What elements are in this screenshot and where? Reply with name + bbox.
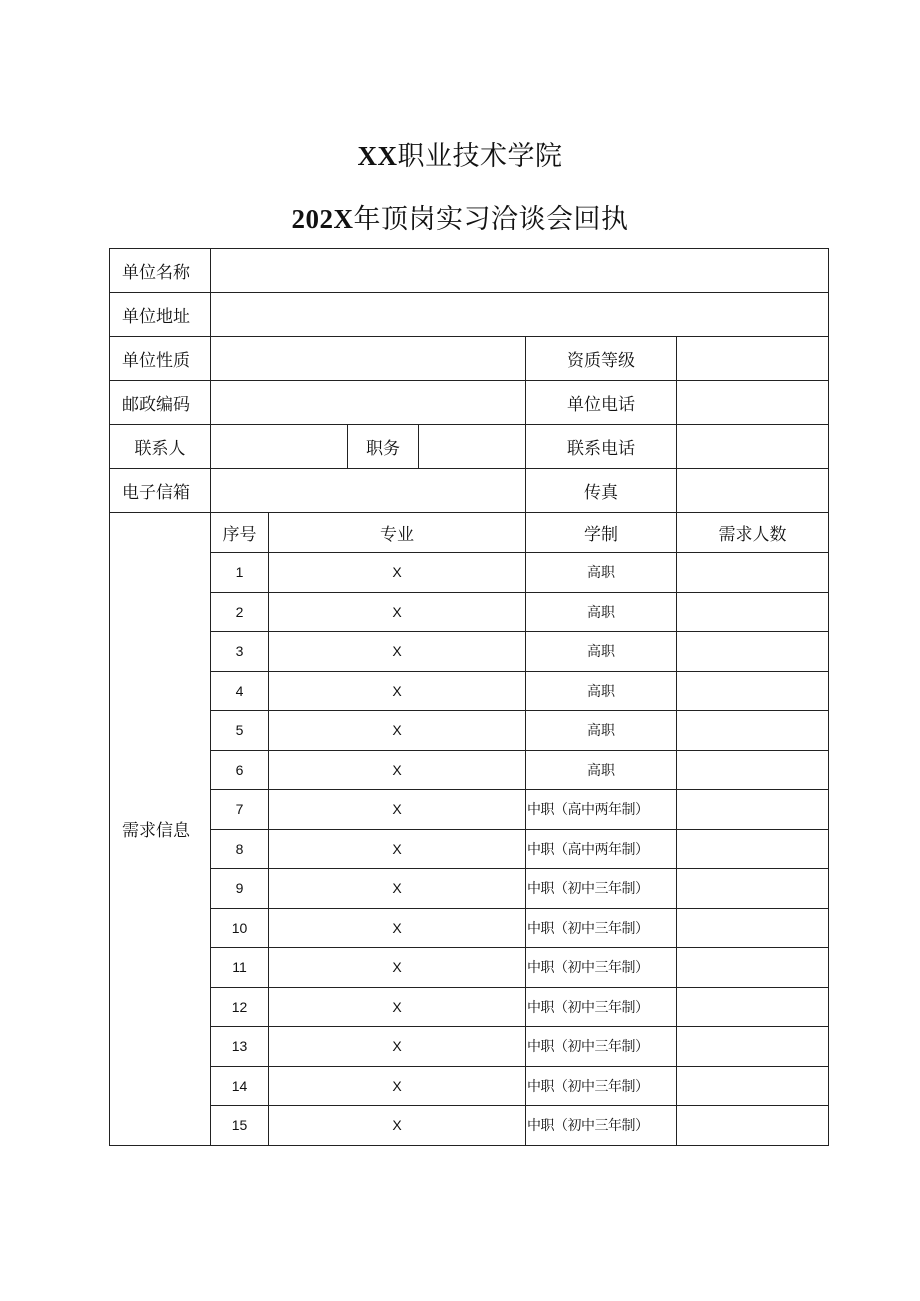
row-count-field[interactable]	[677, 750, 829, 790]
position-field[interactable]	[419, 425, 526, 469]
contact-phone-field[interactable]	[677, 425, 829, 469]
table-row	[110, 790, 829, 830]
demand-header-row	[110, 513, 829, 553]
row-program: 高职	[526, 711, 677, 751]
row-count-field[interactable]	[677, 1027, 829, 1067]
row-index: 3	[211, 632, 269, 672]
row-index: 2	[211, 592, 269, 632]
row-count-field[interactable]	[677, 1066, 829, 1106]
row-major[interactable]: X	[269, 553, 526, 593]
row-email	[110, 469, 829, 513]
position-label: 职务	[348, 425, 419, 469]
row-count-field[interactable]	[677, 987, 829, 1027]
table-row	[110, 908, 829, 948]
row-index: 11	[211, 948, 269, 988]
title-school-name: 职业技术学院	[397, 141, 563, 172]
row-major[interactable]: X	[269, 987, 526, 1027]
row-program: 中职（初中三年制）	[526, 869, 677, 909]
row-postal-code	[110, 381, 829, 425]
row-program: 中职（高中两年制）	[526, 790, 677, 830]
row-major[interactable]: X	[269, 869, 526, 909]
row-index: 15	[211, 1106, 269, 1146]
unit-name-label: 单位名称	[110, 249, 211, 293]
email-field[interactable]	[211, 469, 526, 513]
row-index: 9	[211, 869, 269, 909]
row-index: 6	[211, 750, 269, 790]
unit-address-label: 单位地址	[110, 293, 211, 337]
row-major[interactable]: X	[269, 592, 526, 632]
row-unit-nature	[110, 337, 829, 381]
row-major[interactable]: X	[269, 1066, 526, 1106]
postal-code-field[interactable]	[211, 381, 526, 425]
row-program: 中职（初中三年制）	[526, 1066, 677, 1106]
subtitle-year: 202X	[291, 204, 354, 234]
unit-name-field[interactable]	[211, 249, 829, 293]
document-title	[0, 134, 920, 173]
row-major[interactable]: X	[269, 750, 526, 790]
table-row	[110, 750, 829, 790]
row-unit-address	[110, 293, 829, 337]
table-row	[110, 869, 829, 909]
row-contact	[110, 425, 829, 469]
table-row	[110, 1027, 829, 1067]
contact-field[interactable]	[211, 425, 348, 469]
row-program: 中职（初中三年制）	[526, 908, 677, 948]
qualification-field[interactable]	[677, 337, 829, 381]
table-row	[110, 948, 829, 988]
row-index: 8	[211, 829, 269, 869]
fax-label: 传真	[526, 469, 677, 513]
row-program: 中职（初中三年制）	[526, 987, 677, 1027]
header-index: 序号	[211, 513, 269, 553]
row-program: 中职（初中三年制）	[526, 948, 677, 988]
row-count-field[interactable]	[677, 948, 829, 988]
unit-nature-label: 单位性质	[110, 337, 211, 381]
email-label: 电子信箱	[110, 469, 211, 513]
contact-phone-label: 联系电话	[526, 425, 677, 469]
row-index: 1	[211, 553, 269, 593]
row-program: 中职（初中三年制）	[526, 1027, 677, 1067]
table-row	[110, 592, 829, 632]
row-count-field[interactable]	[677, 869, 829, 909]
row-program: 高职	[526, 553, 677, 593]
document-subtitle	[0, 197, 920, 236]
table-row	[110, 1106, 829, 1146]
row-count-field[interactable]	[677, 711, 829, 751]
row-major[interactable]: X	[269, 908, 526, 948]
row-count-field[interactable]	[677, 790, 829, 830]
qualification-label: 资质等级	[526, 337, 677, 381]
unit-phone-field[interactable]	[677, 381, 829, 425]
postal-code-label: 邮政编码	[110, 381, 211, 425]
row-count-field[interactable]	[677, 592, 829, 632]
row-count-field[interactable]	[677, 632, 829, 672]
row-count-field[interactable]	[677, 553, 829, 593]
row-major[interactable]: X	[269, 1106, 526, 1146]
row-index: 12	[211, 987, 269, 1027]
unit-address-field[interactable]	[211, 293, 829, 337]
row-index: 7	[211, 790, 269, 830]
row-major[interactable]: X	[269, 1027, 526, 1067]
header-major: 专业	[269, 513, 526, 553]
row-index: 10	[211, 908, 269, 948]
row-major[interactable]: X	[269, 632, 526, 672]
receipt-form-table	[109, 248, 829, 1146]
table-row	[110, 671, 829, 711]
row-program: 高职	[526, 632, 677, 672]
header-program: 学制	[526, 513, 677, 553]
table-row	[110, 553, 829, 593]
row-program: 高职	[526, 671, 677, 711]
table-row	[110, 987, 829, 1027]
row-count-field[interactable]	[677, 908, 829, 948]
subtitle-text: 年顶岗实习洽谈会回执	[353, 204, 629, 235]
fax-field[interactable]	[677, 469, 829, 513]
row-count-field[interactable]	[677, 1106, 829, 1146]
table-row	[110, 1066, 829, 1106]
row-program: 高职	[526, 750, 677, 790]
table-row	[110, 829, 829, 869]
row-index: 14	[211, 1066, 269, 1106]
row-index: 13	[211, 1027, 269, 1067]
row-major[interactable]: X	[269, 790, 526, 830]
row-major[interactable]: X	[269, 829, 526, 869]
row-major[interactable]: X	[269, 671, 526, 711]
header-count: 需求人数	[677, 513, 829, 553]
row-count-field[interactable]	[677, 829, 829, 869]
row-major[interactable]: X	[269, 711, 526, 751]
row-index: 5	[211, 711, 269, 751]
table-row	[110, 711, 829, 751]
unit-nature-field[interactable]	[211, 337, 526, 381]
row-count-field[interactable]	[677, 671, 829, 711]
contact-label: 联系人	[110, 425, 211, 469]
demand-info-label: 需求信息	[110, 513, 211, 1146]
row-major[interactable]: X	[269, 948, 526, 988]
table-row	[110, 632, 829, 672]
row-program: 高职	[526, 592, 677, 632]
row-program: 中职（初中三年制）	[526, 1106, 677, 1146]
row-program: 中职（高中两年制）	[526, 829, 677, 869]
row-index: 4	[211, 671, 269, 711]
title-school-prefix: XX	[357, 141, 398, 171]
row-unit-name	[110, 249, 829, 293]
unit-phone-label: 单位电话	[526, 381, 677, 425]
